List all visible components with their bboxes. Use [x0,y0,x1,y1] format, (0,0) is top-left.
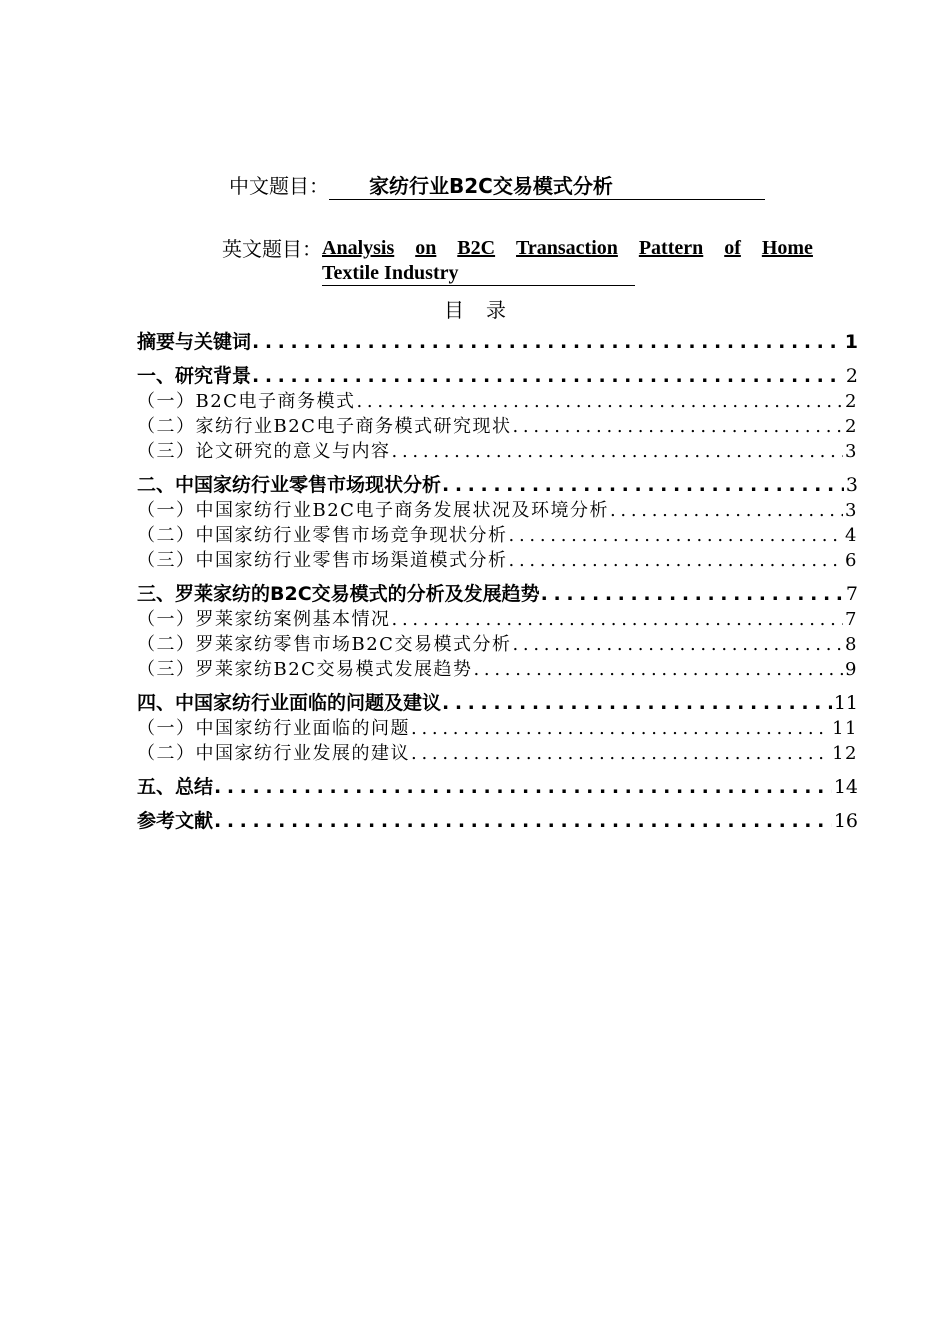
toc-dot-leader [411,716,830,741]
toc-chapter-entry[interactable] [137,364,858,389]
toc-entry-title: （二）家纺行业B2C电子商务模式研究现状 [137,416,512,437]
toc-section-entry[interactable] [137,523,858,548]
toc-chapter-entry[interactable] [137,691,858,716]
toc-dot-leader [473,657,843,682]
toc-section-entry[interactable] [137,741,858,766]
english-title-word: of [724,237,741,259]
toc-entry-page: 14 [833,776,858,798]
toc-section-entry[interactable] [137,389,858,414]
toc-section-entry[interactable] [137,632,858,657]
toc-dot-leader [509,523,844,548]
toc-entry-page: 3 [845,500,858,521]
toc-entry-page: 3 [845,474,858,496]
toc-entry-page: 9 [845,659,858,680]
toc-chapter-entry[interactable] [137,330,858,355]
english-title-line-2: Textile Industry [322,261,635,286]
toc-entry-page: 4 [845,525,858,546]
toc-entry-title: （一）中国家纺行业B2C电子商务发展状况及环境分析 [137,500,609,521]
toc-entry-title: （三）论文研究的意义与内容 [137,441,391,462]
toc-chapter-entry[interactable] [137,775,858,800]
english-title-word: Pattern [638,237,704,259]
toc-section-entry[interactable] [137,657,858,682]
toc-dot-leader [442,691,832,716]
toc-entry-title: 摘要与关键词 [137,331,252,353]
toc-dot-leader [214,775,832,800]
toc-entry-page: 8 [845,634,858,655]
toc-entry-page: 11 [832,718,858,739]
toc-chapter-entry[interactable] [137,473,858,498]
chinese-title-row [229,173,765,200]
toc-chapter-entry[interactable] [137,582,858,607]
toc-dot-leader [252,330,843,355]
toc-entry-page: 2 [845,416,858,437]
toc-dot-leader [509,548,844,573]
toc-chapter-entry[interactable] [137,809,858,834]
english-title-label: 英文题目： [222,237,322,261]
english-title-word: on [415,237,437,259]
english-title-word: Home [761,237,813,259]
toc-dot-leader [356,389,843,414]
toc-section-entry[interactable] [137,498,858,523]
toc-section-entry[interactable] [137,716,858,741]
toc-entry-page: 11 [833,692,858,714]
toc-dot-leader [214,809,832,834]
toc-entry-title: 五、总结 [137,776,214,798]
chinese-title-label: 中文题目： [229,174,329,198]
toc-entry-title: 四、中国家纺行业面临的问题及建议 [137,692,442,714]
english-title-line-1 [322,236,813,261]
toc-entry-title: （二）中国家纺行业发展的建议 [137,743,410,764]
toc-entry-page: 7 [845,609,858,630]
toc-entry-title: （三）罗莱家纺B2C交易模式发展趋势 [137,659,473,680]
toc-section-entry[interactable] [137,548,858,573]
toc-dot-leader [392,439,844,464]
toc-entry-title: （二）罗莱家纺零售市场B2C交易模式分析 [137,634,512,655]
toc-entry-title: （三）中国家纺行业零售市场渠道模式分析 [137,550,508,571]
toc-entry-page: 1 [844,331,858,353]
english-title-value [322,236,813,286]
toc-entry-page: 6 [845,550,858,571]
toc-entry-page: 7 [845,583,858,605]
toc-dot-leader [541,582,844,607]
toc-entry-title: （一）中国家纺行业面临的问题 [137,718,410,739]
toc-entry-title: 参考文献 [137,810,214,832]
toc-entry-page: 16 [833,810,858,832]
english-title-word: Transaction [516,237,618,259]
toc-entry-page: 2 [845,391,858,412]
toc-entry-title: 一、研究背景 [137,365,252,387]
toc-entry-title: （一）B2C电子商务模式 [137,391,356,412]
toc-dot-leader [392,607,844,632]
toc-entry-page: 2 [845,365,858,387]
toc-entry-title: （二）中国家纺行业零售市场竞争现状分析 [137,525,508,546]
chinese-title-value: 家纺行业B2C交易模式分析 [329,173,765,200]
toc-dot-leader [512,414,843,439]
toc-dot-leader [411,741,830,766]
toc-entry-title: 二、中国家纺行业零售市场现状分析 [137,474,442,496]
toc-heading: 目录 [444,298,528,322]
table-of-contents [137,330,858,834]
toc-entry-page: 3 [845,441,858,462]
toc-entry-page: 12 [832,743,858,764]
toc-section-entry[interactable] [137,439,858,464]
toc-dot-leader [442,473,844,498]
english-title-row [222,236,813,286]
toc-dot-leader [512,632,843,657]
toc-entry-title: 三、罗莱家纺的B2C交易模式的分析及发展趋势 [137,583,540,605]
toc-section-entry[interactable] [137,607,858,632]
english-title-word: B2C [457,237,496,259]
toc-entry-title: （一）罗莱家纺案例基本情况 [137,609,391,630]
toc-dot-leader [610,498,843,523]
toc-dot-leader [252,364,844,389]
english-title-word: Analysis [322,237,395,259]
toc-section-entry[interactable] [137,414,858,439]
